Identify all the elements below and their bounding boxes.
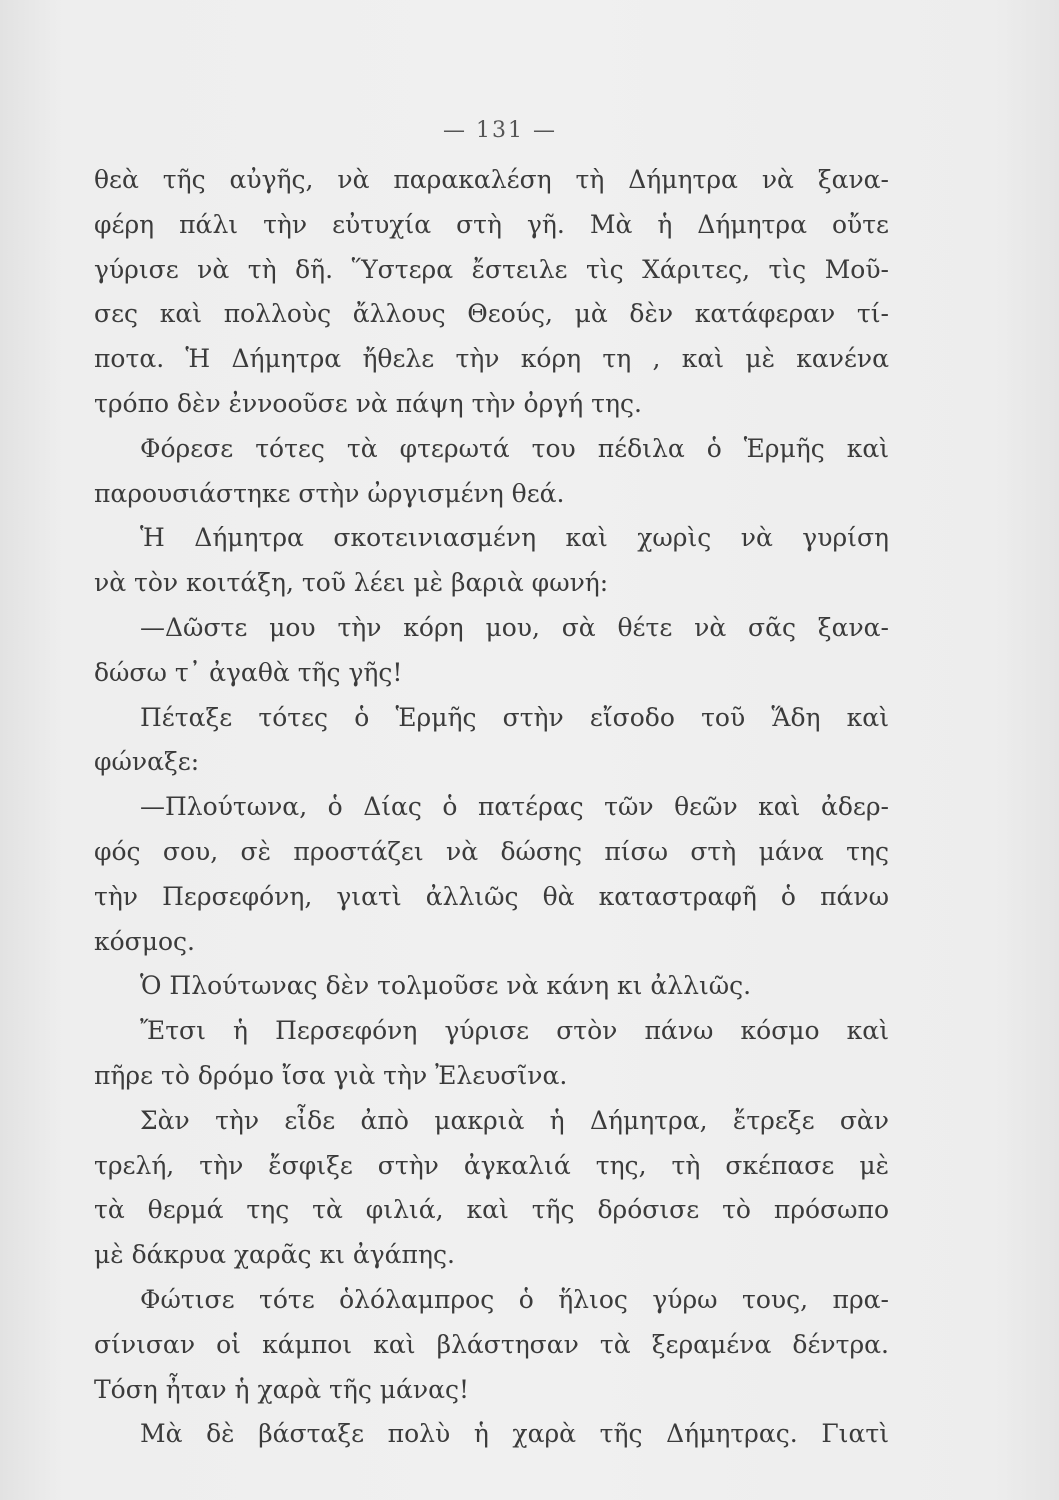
text-body bbox=[94, 158, 889, 1457]
text-line: δώσω τ᾿ ἀγαθὰ τῆς γῆς! bbox=[94, 657, 403, 687]
text-line: φός σου, σὲ προστάζει νὰ δώσης πίσω στὴ μάνα της bbox=[94, 836, 889, 866]
text-line: Ἔτσι ἡ Περσεφόνη γύρισε στὸν πάνω κόσμο καὶ bbox=[140, 1016, 889, 1046]
text-line: θεὰ τῆς αὐγῆς, νὰ παρακαλέση τὴ Δήμητρα νὰ ξανα- bbox=[94, 165, 889, 194]
text-line: Σὰν τὴν εἶδε ἀπὸ μακριὰ ἡ Δήμητρα, ἔτρεξε σὰν bbox=[140, 1105, 889, 1135]
text-line: τρόπο δὲν ἐννοοῦσε νὰ πάψη τὴν ὀργή της. bbox=[94, 388, 642, 418]
text-line: τὴν Περσεφόνη, γιατὶ ἀλλιῶς θὰ καταστραφῆ ὁ πάνω bbox=[94, 881, 889, 911]
text-line: φέρη πάλι τὴν εὐτυχία στὴ γῆ. Μὰ ἡ Δήμητρα οὔτε bbox=[94, 209, 889, 239]
text-line: γύρισε νὰ τὴ δῆ. Ὕστερα ἔστειλε τὶς Χάριτες, τὶς Μοῦ- bbox=[94, 254, 889, 284]
text-line: Τόση ἦταν ἡ χαρὰ τῆς μάνας! bbox=[94, 1374, 470, 1404]
text-line: σίνισαν οἱ κάμποι καὶ βλάστησαν τὰ ξεραμένα δέντρα. bbox=[94, 1329, 889, 1359]
text-line: Φόρεσε τότες τὰ φτερωτά του πέδιλα ὁ Ἑρμῆς καὶ bbox=[140, 433, 889, 463]
text-line: τρελή, τὴν ἔσφιξε στὴν ἀγκαλιά της, τὴ σκέπασε μὲ bbox=[94, 1150, 889, 1180]
text-line: νὰ τὸν κοιτάξη, τοῦ λέει μὲ βαριὰ φωνή: bbox=[94, 568, 609, 598]
text-line: Φώτισε τότε ὁλόλαμπρος ὁ ἥλιος γύρω τους, πρα- bbox=[140, 1284, 889, 1314]
text-line: φώναξε: bbox=[94, 747, 200, 777]
text-line: Μὰ δὲ βάσταξε πολὺ ἡ χαρὰ τῆς Δήμητρας. Γιατὶ bbox=[140, 1419, 889, 1449]
text-line: κόσμος. bbox=[94, 926, 195, 956]
text-line: ποτα. Ἡ Δήμητρα ἤθελε τὴν κόρη τη , καὶ μὲ κανένα bbox=[94, 344, 889, 374]
text-line: πῆρε τὸ δρόμο ἴσα γιὰ τὴν Ἐλευσῖνα. bbox=[94, 1060, 568, 1090]
text-line: Ἡ Δήμητρα σκοτεινιασμένη καὶ χωρὶς νὰ γυρίση bbox=[140, 523, 889, 553]
text-line: παρουσιάστηκε στὴν ὠργισμένη θεά. bbox=[94, 478, 565, 508]
text-line: τὰ θερμά της τὰ φιλιά, καὶ τῆς δρόσισε τὸ πρόσωπο bbox=[94, 1195, 889, 1225]
page-number: — 131 — bbox=[443, 118, 557, 143]
text-line: —Πλούτωνα, ὁ Δίας ὁ πατέρας τῶν θεῶν καὶ ἀδερ- bbox=[140, 792, 889, 822]
text-line: σες καὶ πολλοὺς ἄλλους Θεούς, μὰ δὲν κατάφεραν τί- bbox=[94, 299, 889, 329]
text-line: —Δῶστε μου τὴν κόρη μου, σὰ θέτε νὰ σᾶς ξανα- bbox=[140, 612, 889, 642]
text-line: Πέταξε τότες ὁ Ἑρμῆς στὴν εἴσοδο τοῦ Ἅδη καὶ bbox=[140, 702, 889, 732]
text-line: μὲ δάκρυα χαρᾶς κι ἀγάπης. bbox=[94, 1240, 455, 1270]
text-line: Ὁ Πλούτωνας δὲν τολμοῦσε νὰ κάνη κι ἀλλιῶς. bbox=[140, 971, 752, 1001]
